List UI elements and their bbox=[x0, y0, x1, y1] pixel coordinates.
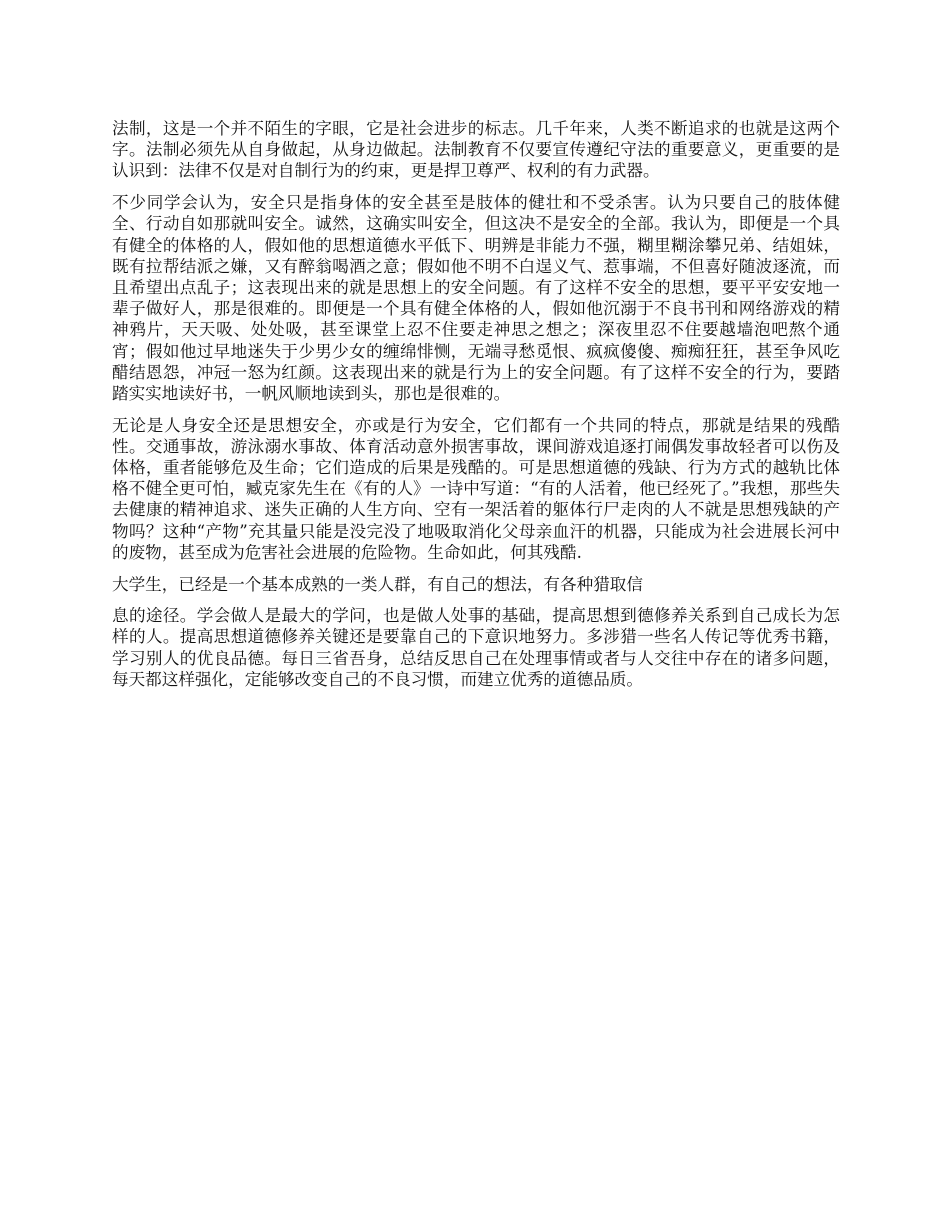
paragraph-safety-definition: 不少同学会认为，安全只是指身体的安全甚至是肢体的健壮和不受杀害。认为只要自己的肢体健全、行动自如那就叫安全。诚然，这确实叫安全，但这决不是安全的全部。我认为，即便是一个具有健全的体格的人，假如他的思想道德水平低下、明辨是非能力不强，糊里糊涂攀兄弟、结姐妹，既有拉帮结派之嫌，又有醉翁喝酒之意；假如他不明不白逞义气、惹事端，不但喜好随波逐流，而且希望出点乱子；这表现出来的就是思想上的安全问题。有了这样不安全的思想，要平平安安地一辈子做好人，那是很难的。即便是一个具有健全体格的人，假如他沉溺于不良书刊和网络游戏的精神鸦片，天天吸、处处吸，甚至课堂上忍不住要走神思之想之；深夜里忍不住要越墙泡吧熬个通宵；假如他过早地迷失于少男少女的缠绵悱恻，无端寻愁觅恨、疯疯傻傻、痴痴狂狂，甚至争风吃醋结恩怨，冲冠一怒为红颜。这表现出来的就是行为上的安全问题。有了这样不安全的行为，要踏踏实实地读好书，一帆风顺地读到头，那也是很难的。 bbox=[112, 193, 840, 403]
paragraph-university-students: 大学生，已经是一个基本成熟的一类人群，有自己的想法，有各种猎取信 bbox=[112, 574, 643, 594]
paragraph-rule-of-law: 法制，这是一个并不陌生的字眼，它是社会进步的标志。几千年来，人类不断追求的也就是这两个字。法制必须先从自身做起，从身边做起。法制教育不仅要宣传遵纪守法的重要意义，更重要的是认识到：法律不仅是对自制行为的约束，更是捍卫尊严、权利的有力武器。 bbox=[112, 119, 840, 181]
paragraph-cruelty-of-consequences: 无论是人身安全还是思想安全，亦或是行为安全，它们都有一个共同的特点，那就是结果的残酷性。交通事故，游泳溺水事故、体育活动意外损害事故，课间游戏追逐打闹偶发事故轻者可以伤及体格，重者能够危及生命；它们造成的后果是残酷的。可是思想道德的残缺、行为方式的越轨比体格不健全更可怕，臧克家先生在《有的人》一诗中写道：“有的人活着，他已经死了。”我想，那些失去健康的精神追求、迷失正确的人生方向、空有一架活着的躯体行尸走肉的人不就是思想残缺的产物吗？这种“产物”充其量只能是没完没了地吸取消化父母亲血汗的机器，只能成为社会进展长河中的废物，甚至成为危害社会进展的危险物。生命如此，何其残酷. bbox=[112, 415, 840, 562]
document-page bbox=[112, 118, 840, 701]
paragraph-moral-cultivation: 息的途径。学会做人是最大的学问，也是做人处事的基础，提高思想到德修养关系到自己成长为怎样的人。提高思想道德修养关键还是要靠自己的下意识地努力。多涉猎一些名人传记等优秀书籍，学习别人的优良品德。每日三省吾身，总结反思自己在处理事情或者与人交往中存在的诸多问题，每天都这样强化，定能够改变自己的不良习惯，而建立优秀的道德品质。 bbox=[112, 606, 840, 689]
